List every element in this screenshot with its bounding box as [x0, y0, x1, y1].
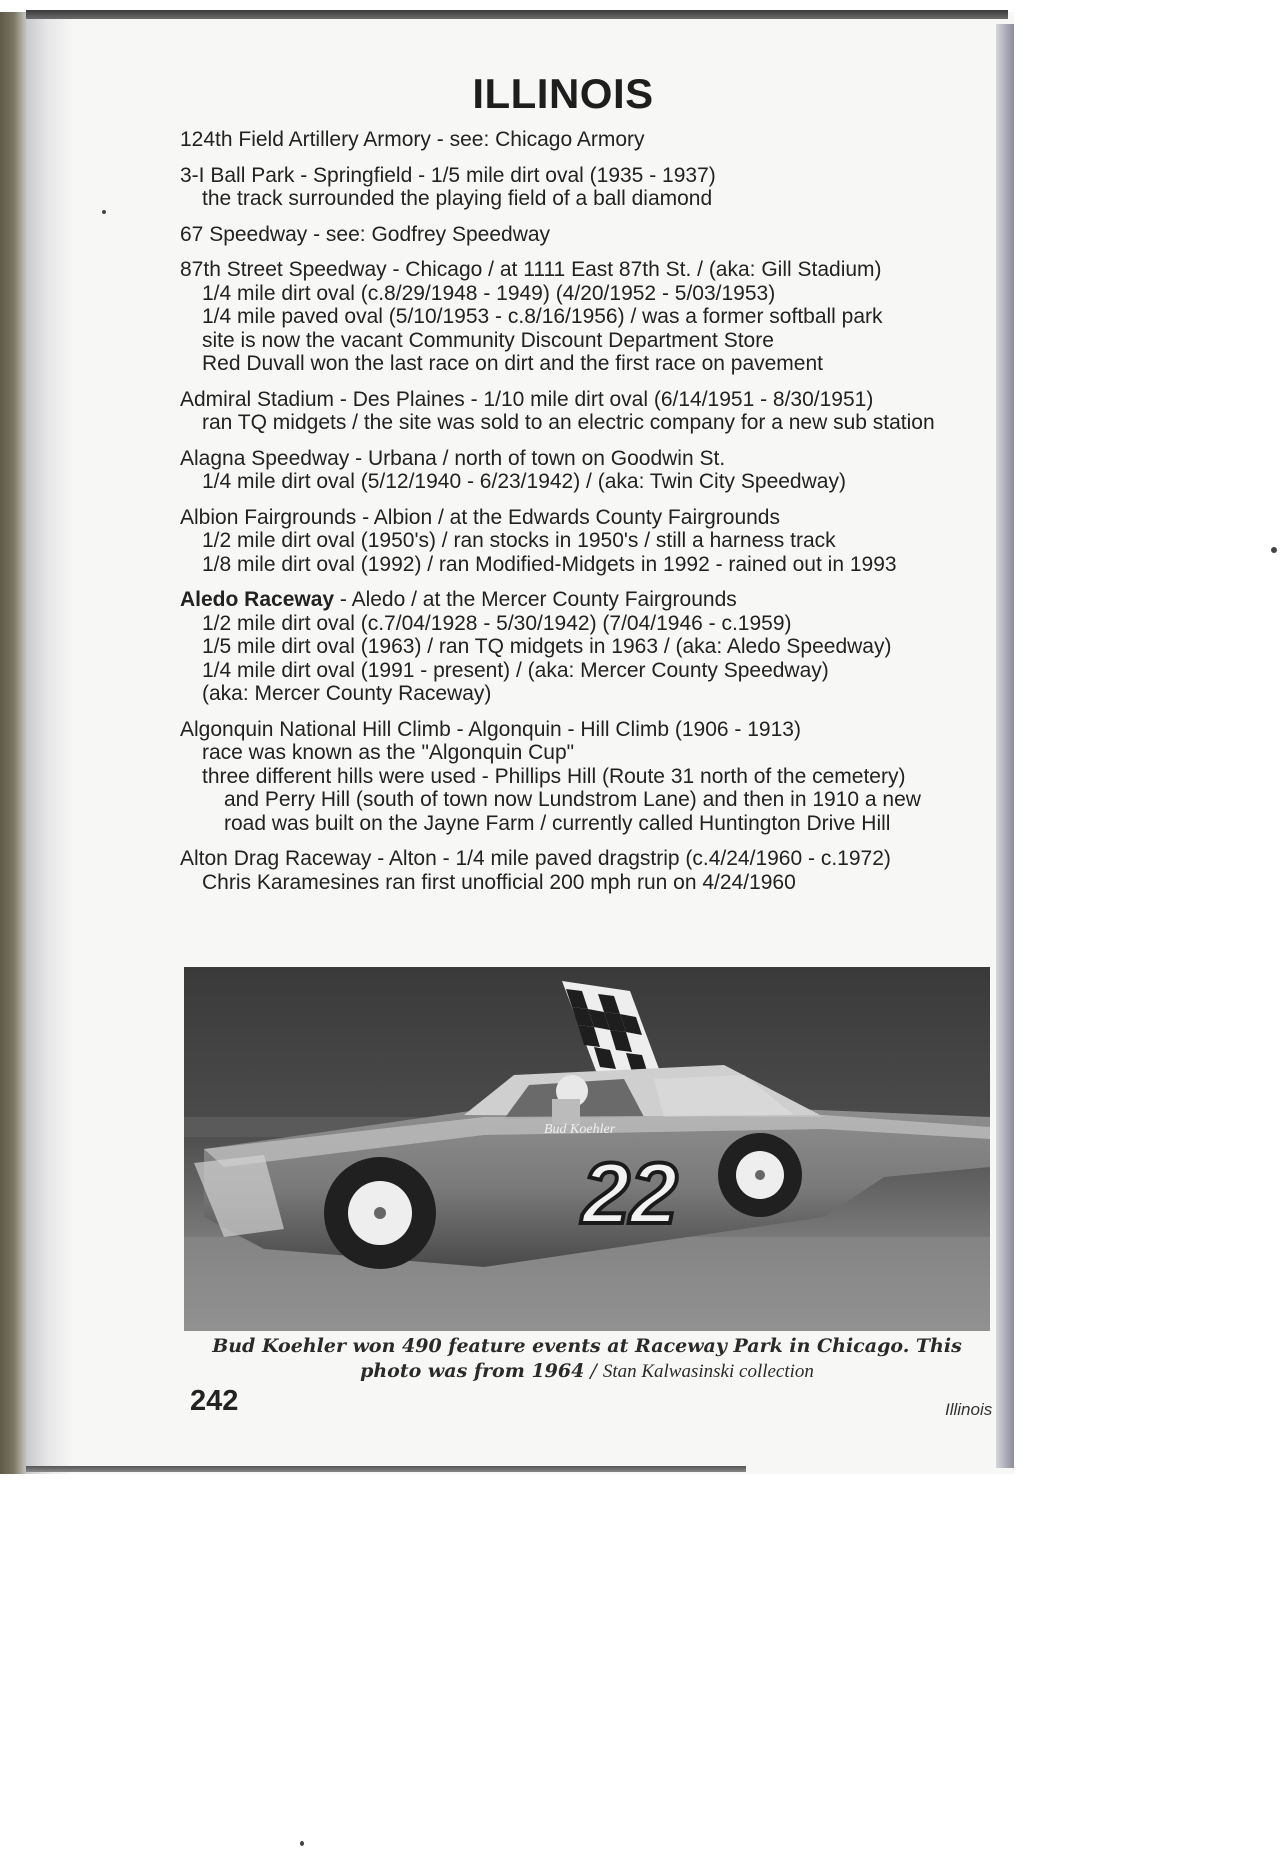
entry-text: 1/5 mile dirt oval (1963) / ran TQ midgets in 1963 / (aka: Aledo Speedway): [202, 635, 892, 658]
entry-detail-line: [180, 553, 990, 577]
track-entry: [180, 506, 990, 577]
car-door-script: Bud Koehler: [544, 1122, 616, 1137]
entry-text: 1/4 mile paved oval (5/10/1953 - c.8/16/1956) / was a former softball park: [202, 305, 883, 328]
entry-text: Admiral Stadium - Des Plaines - 1/10 mile dirt oval (6/14/1951 - 8/30/1951): [180, 387, 874, 411]
entry-heading-line: [180, 223, 990, 247]
entry-text: 1/8 mile dirt oval (1992) / ran Modified-Midgets in 1992 - rained out in 1993: [202, 552, 897, 576]
entry-text: (aka: Mercer County Raceway): [202, 682, 492, 705]
caption-separator: /: [584, 1360, 603, 1382]
track-entry: [180, 718, 990, 836]
entry-text: race was known as the "Algonquin Cup": [202, 741, 575, 764]
entry-heading-line: [180, 506, 990, 530]
entry-heading-line: [180, 847, 990, 871]
page-title: ILLINOIS: [472, 70, 654, 117]
race-car-photo: [184, 967, 990, 1331]
track-entry: [180, 388, 990, 435]
entry-text: site is now the vacant Community Discount Department Store: [202, 328, 774, 352]
page-binding-shadow: [26, 12, 74, 1474]
caption-text: Bud Koehler won 490 feature events at Raceway Park in Chicago. This photo was from 1964: [212, 1335, 962, 1382]
scan-speck: [1271, 547, 1277, 553]
entry-text: 1/2 mile dirt oval (c.7/04/1928 - 5/30/1942) (7/04/1946 - c.1959): [202, 611, 792, 635]
entry-detail-line: [180, 659, 990, 683]
photo-caption: [184, 1334, 990, 1384]
entry-heading-line: [180, 388, 990, 412]
entry-heading-line: [180, 447, 990, 471]
entry-detail-line: [180, 682, 990, 706]
entry-text: 67 Speedway - see: Godfrey Speedway: [180, 222, 551, 246]
page-content: [180, 70, 990, 906]
entry-text: 1/4 mile dirt oval (1991 - present) / (aka: Mercer County Speedway): [202, 658, 829, 682]
entry-text: ran TQ midgets / the site was sold to an electric company for a new sub station: [202, 411, 935, 434]
entry-text: three different hills were used - Phillips Hill (Route 31 north of the cemetery): [202, 764, 906, 788]
scan-speck: [300, 1841, 304, 1846]
entry-name-bold: Aledo Raceway: [180, 588, 335, 611]
entry-text: 1/2 mile dirt oval (1950's) / ran stocks in 1950's / still a harness track: [202, 529, 836, 552]
entry-text: 1/4 mile dirt oval (5/12/1940 - 6/23/1942) / (aka: Twin City Speedway): [202, 470, 846, 493]
entry-detail-line: [180, 282, 990, 306]
race-car-illustration: [184, 967, 990, 1331]
entry-text: Albion Fairgrounds - Albion / at the Edwards County Fairgrounds: [180, 505, 780, 529]
track-entry: [180, 847, 990, 894]
entry-detail-line: [180, 812, 990, 836]
entry-text: - Aledo / at the Mercer County Fairgrounds: [334, 588, 737, 611]
entry-detail-line: [180, 352, 990, 376]
page-number: 242: [190, 1385, 239, 1417]
page-top-edge: [26, 10, 1008, 19]
entry-text: 124th Field Artillery Armory - see: Chicago Armory: [180, 128, 645, 151]
entry-detail-line: [180, 305, 990, 329]
entry-text: Alton Drag Raceway - Alton - 1/4 mile paved dragstrip (c.4/24/1960 - c.1972): [180, 847, 891, 870]
track-entry: [180, 588, 990, 706]
entry-detail-line: [180, 765, 990, 789]
entry-detail-line: [180, 871, 990, 895]
caption-credit: Stan Kalwasinski collection: [602, 1361, 814, 1382]
page-right-edge: [996, 24, 1014, 1468]
entry-heading-line: [180, 258, 990, 282]
entry-detail-line: [180, 411, 990, 435]
entry-text: 3-I Ball Park - Springfield - 1/5 mile dirt oval (1935 - 1937): [180, 163, 716, 187]
entry-heading-line: [180, 718, 990, 742]
entry-detail-line: [180, 635, 990, 659]
car-number: 22: [582, 1146, 678, 1242]
entry-text: and Perry Hill (south of town now Lundstrom Lane) and then in 1910 a new: [224, 788, 921, 811]
track-entry: [180, 258, 990, 376]
entry-text: road was built on the Jayne Farm / currently called Huntington Drive Hill: [224, 811, 891, 835]
entry-detail-line: [180, 788, 990, 812]
track-entries: [180, 128, 990, 894]
running-footer: Illinois: [945, 1400, 993, 1419]
entry-text: Algonquin National Hill Climb - Algonquin - Hill Climb (1906 - 1913): [180, 717, 801, 741]
entry-detail-line: [180, 329, 990, 353]
scan-speck: [102, 210, 106, 214]
entry-text: 1/4 mile dirt oval (c.8/29/1948 - 1949) (4/20/1952 - 5/03/1953): [202, 281, 776, 305]
entry-detail-line: [180, 612, 990, 636]
track-entry: [180, 223, 990, 247]
entry-detail-line: [180, 187, 990, 211]
entry-text: the track surrounded the playing field of a ball diamond: [202, 187, 713, 210]
page-bottom-edge: [26, 1466, 746, 1472]
entry-detail-line: [180, 529, 990, 553]
track-entry: [180, 164, 990, 211]
entry-detail-line: [180, 470, 990, 494]
entry-heading-line: [180, 588, 990, 612]
entry-text: Red Duvall won the last race on dirt and the first race on pavement: [202, 352, 823, 375]
entry-heading-line: [180, 128, 990, 152]
entry-heading-line: [180, 164, 990, 188]
track-entry: [180, 128, 990, 152]
entry-detail-line: [180, 741, 990, 765]
entry-text: 87th Street Speedway - Chicago / at 1111 East 87th St. / (aka: Gill Stadium): [180, 258, 882, 281]
entry-text: Chris Karamesines ran first unofficial 200 mph run on 4/24/1960: [202, 870, 796, 894]
entry-text: Alagna Speedway - Urbana / north of town on Goodwin St.: [180, 446, 726, 470]
track-entry: [180, 447, 990, 494]
